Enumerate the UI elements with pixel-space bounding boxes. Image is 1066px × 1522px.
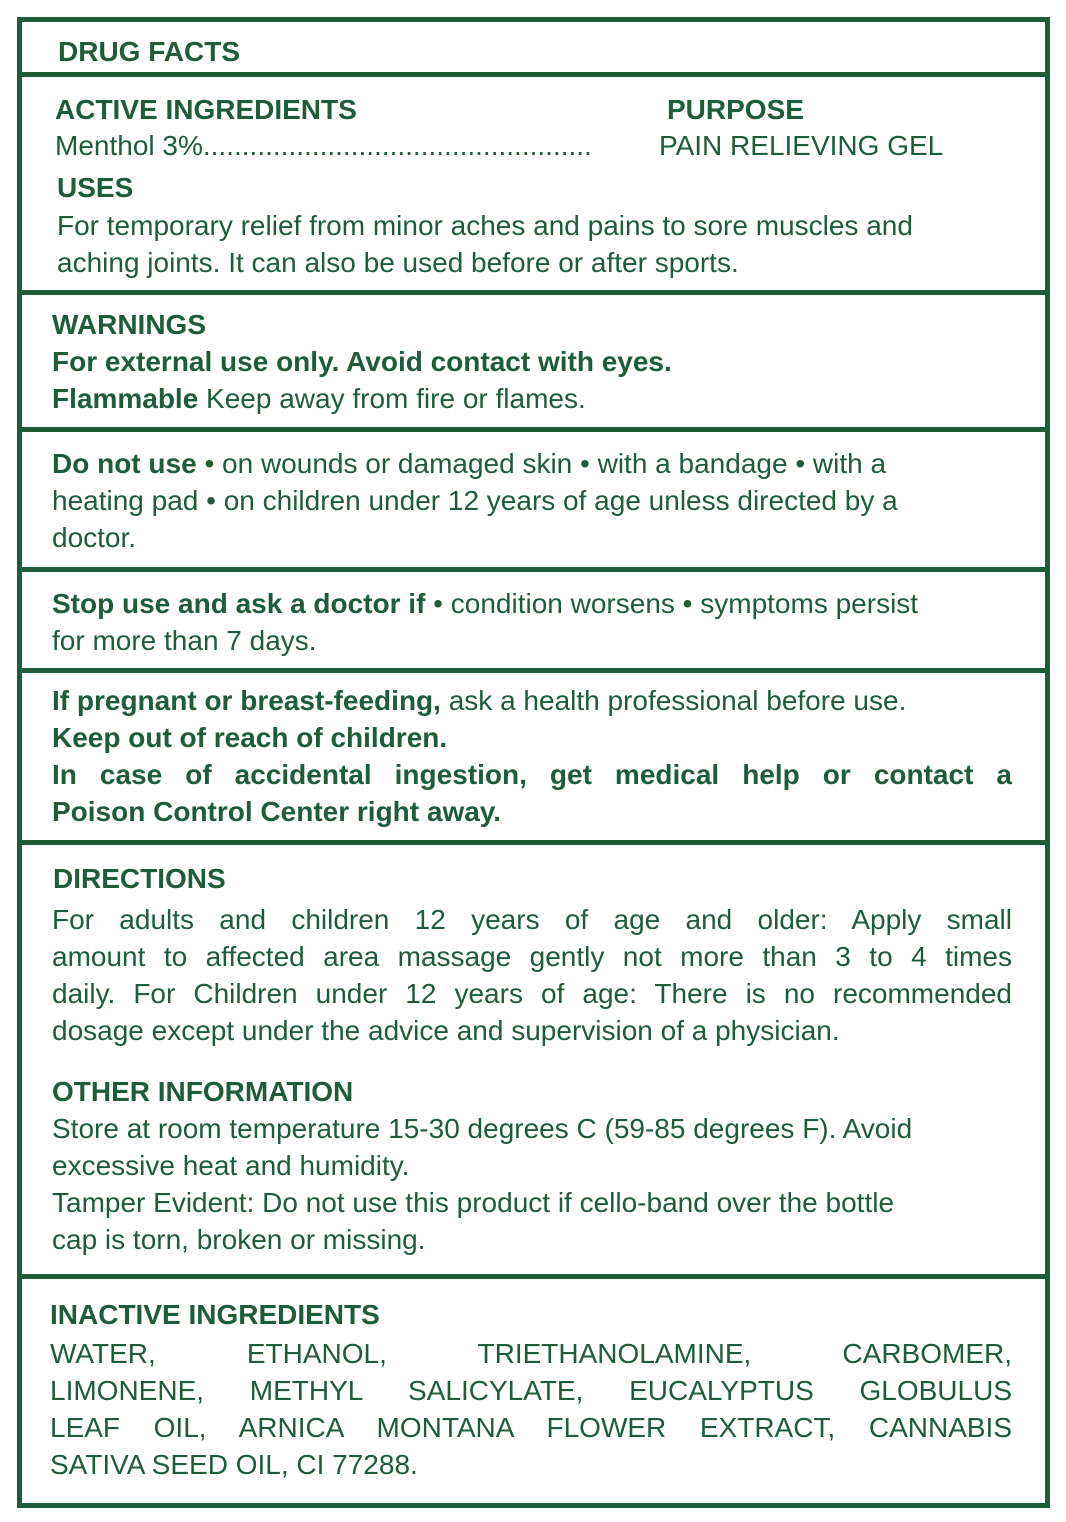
other-information-text: Store at room temperature 15-30 degrees C (59-85 degrees F). Avoid [52,1113,913,1144]
directions-text: dosage except under the advice and supervision of a physician. [52,1015,840,1046]
uses-heading: USES [57,172,134,203]
directions-text: daily. For Children under 12 years of age: There is no recommended [52,978,1012,1009]
stop-use-line [52,587,918,621]
inactive-ingredients-text: LIMONENE, METHYL SALICYLATE, EUCALYPTUS GLOBULUS [50,1375,1012,1406]
directions-text: For adults and children 12 years of age and older: Apply small [52,904,1012,935]
inactive-ingredients-text: SATIVA SEED OIL, CI 77288. [50,1449,418,1480]
purpose-heading: PURPOSE [667,94,804,125]
flammable-text: Keep away from fire or flames. [198,383,586,414]
do-not-use-label: Do not use [52,448,197,479]
directions-heading: DIRECTIONS [53,863,226,894]
other-information-heading: OTHER INFORMATION [52,1076,354,1107]
warnings-heading: WARNINGS [52,309,206,340]
flammable-label: Flammable [52,383,199,414]
pregnant-label: If pregnant or breast-feeding, [52,685,441,716]
inactive-ingredients-text: LEAF OIL, ARNICA MONTANA FLOWER EXTRACT, CANNABIS [50,1412,1012,1443]
ingestion-warning: In case of accidental ingestion, get medical help or contact a [52,759,1012,790]
keep-out-warning: Keep out of reach of children. [52,722,448,753]
divider [22,72,1045,77]
drug-facts-title: DRUG FACTS [58,36,240,67]
divider [22,290,1045,295]
divider [22,567,1045,572]
ingestion-warning: Poison Control Center right away. [52,796,502,827]
directions-text: amount to affected area massage gently not more than 3 to 4 times [52,941,1012,972]
drug-facts-label [17,17,1050,1508]
flammable-warning [52,382,586,416]
divider [22,1274,1045,1279]
do-not-use-line [52,447,886,481]
uses-text: For temporary relief from minor aches and pains to sore muscles and [57,210,913,241]
active-ingredients-heading: ACTIVE INGREDIENTS [55,94,357,125]
other-information-text: excessive heat and humidity. [52,1150,410,1181]
do-not-use-text: doctor. [52,522,137,553]
divider [22,427,1045,432]
active-ingredient-row [55,129,655,163]
leader-dots: .................................................. [202,130,592,161]
do-not-use-text: heating pad • on children under 12 years of age unless directed by a [52,485,898,516]
other-information-text: cap is torn, broken or missing. [52,1224,426,1255]
do-not-use-text: • on wounds or damaged skin • with a bandage • with a [196,448,887,479]
active-purpose: PAIN RELIEVING GEL [659,130,944,161]
uses-text: aching joints. It can also be used before or after sports. [57,247,739,278]
external-use-warning: For external use only. Avoid contact with eyes. [52,346,672,377]
divider [22,840,1045,845]
pregnant-line [52,684,906,718]
pregnant-text: ask a health professional before use. [440,685,907,716]
inactive-ingredients-heading: INACTIVE INGREDIENTS [50,1299,380,1330]
stop-use-label: Stop use and ask a doctor if [52,588,426,619]
stop-use-text: • condition worsens • symptoms persist [425,588,919,619]
other-information-text: Tamper Evident: Do not use this product if cello-band over the bottle [52,1187,895,1218]
stop-use-text: for more than 7 days. [52,625,317,656]
inactive-ingredients-text: WATER, ETHANOL, TRIETHANOLAMINE, CARBOMER, [50,1338,1012,1369]
active-ingredient: Menthol 3% [55,130,203,161]
divider [22,668,1045,673]
